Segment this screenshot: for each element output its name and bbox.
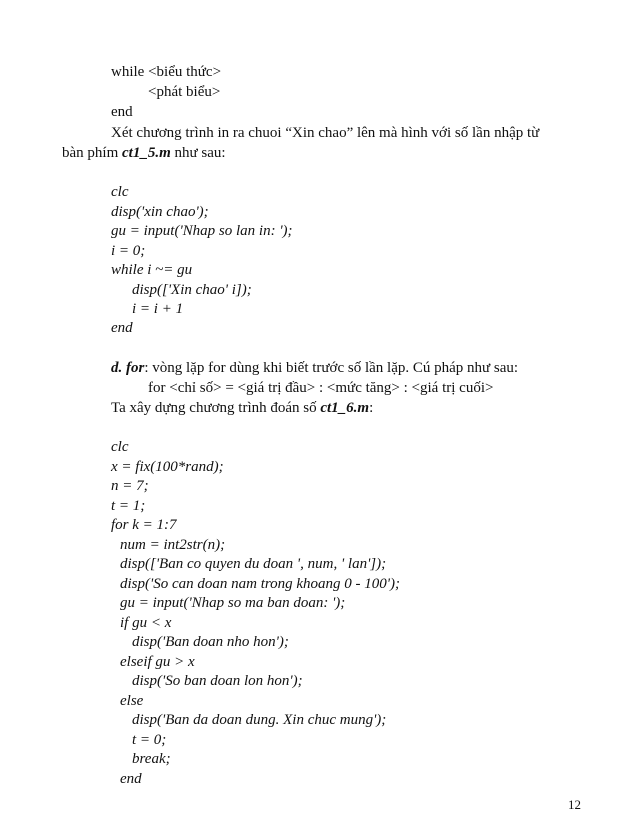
code-line: while i ~= gu <box>111 262 193 278</box>
code-line: disp('Ban da doan dung. Xin chuc mung'); <box>132 712 387 728</box>
code-line: if gu < x <box>120 615 172 631</box>
code-line: gu = input('Nhap so ma ban doan: '); <box>120 595 346 611</box>
code-line: end <box>111 320 133 336</box>
code-line: break; <box>132 751 171 767</box>
code-line: end <box>120 771 142 787</box>
code-line: disp(['Xin chao' i]); <box>132 282 252 298</box>
code-line: i = i + 1 <box>132 301 184 317</box>
code-line: elseif gu > x <box>120 654 195 670</box>
code-line: num = int2str(n); <box>120 537 226 553</box>
code-line: disp(['Ban co quyen du doan ', num, ' lan']); <box>120 556 387 572</box>
while-syntax-body: <phát biểu> <box>148 84 221 100</box>
filename-ct1-6: ct1_6.m <box>320 400 370 416</box>
paragraph-text: bàn phím <box>62 145 122 161</box>
code-line: clc <box>111 439 129 455</box>
while-syntax-end: end <box>111 104 133 120</box>
code-line: x = fix(100*rand); <box>111 459 224 475</box>
paragraph-text: Ta xây dựng chương trình đoán số <box>111 400 321 416</box>
while-syntax-line: while <biểu thức> <box>111 64 222 80</box>
code-line: disp('So can doan nam trong khoang 0 - 100'); <box>120 576 400 592</box>
paragraph-while-intro: Xét chương trình in ra chuoi “Xin chao” lên mà hình với số lần nhập từ <box>111 125 540 141</box>
paragraph-text: : <box>369 400 374 416</box>
code-line: disp('Ban doan nho hon'); <box>132 634 289 650</box>
code-line: t = 0; <box>132 732 167 748</box>
code-line: for k = 1:7 <box>111 517 177 533</box>
section-for-desc: : vòng lặp for dùng khi biết trước số lần lặp. Cú pháp như sau: <box>144 360 519 376</box>
paragraph-while-intro-cont <box>62 144 226 162</box>
paragraph-text: như sau: <box>170 145 226 161</box>
for-syntax-line: for <chỉ số> = <giá trị đầu> : <mức tăng> : <giá trị cuối> <box>148 380 494 396</box>
code-line: else <box>120 693 144 709</box>
code-line: n = 7; <box>111 478 149 494</box>
code-line: gu = input('Nhap so lan in: '); <box>111 223 293 239</box>
code-line: disp('So ban doan lon hon'); <box>132 673 303 689</box>
filename-ct1-5: ct1_5.m <box>122 145 171 161</box>
code-line: i = 0; <box>111 243 146 259</box>
code-line: t = 1; <box>111 498 146 514</box>
section-for-label: d. for <box>111 360 145 376</box>
section-for-heading <box>111 359 518 377</box>
code-line: disp('xin chao'); <box>111 204 209 220</box>
paragraph-for-intro <box>111 399 373 417</box>
page-number: 12 <box>568 797 581 812</box>
code-line: clc <box>111 184 129 200</box>
